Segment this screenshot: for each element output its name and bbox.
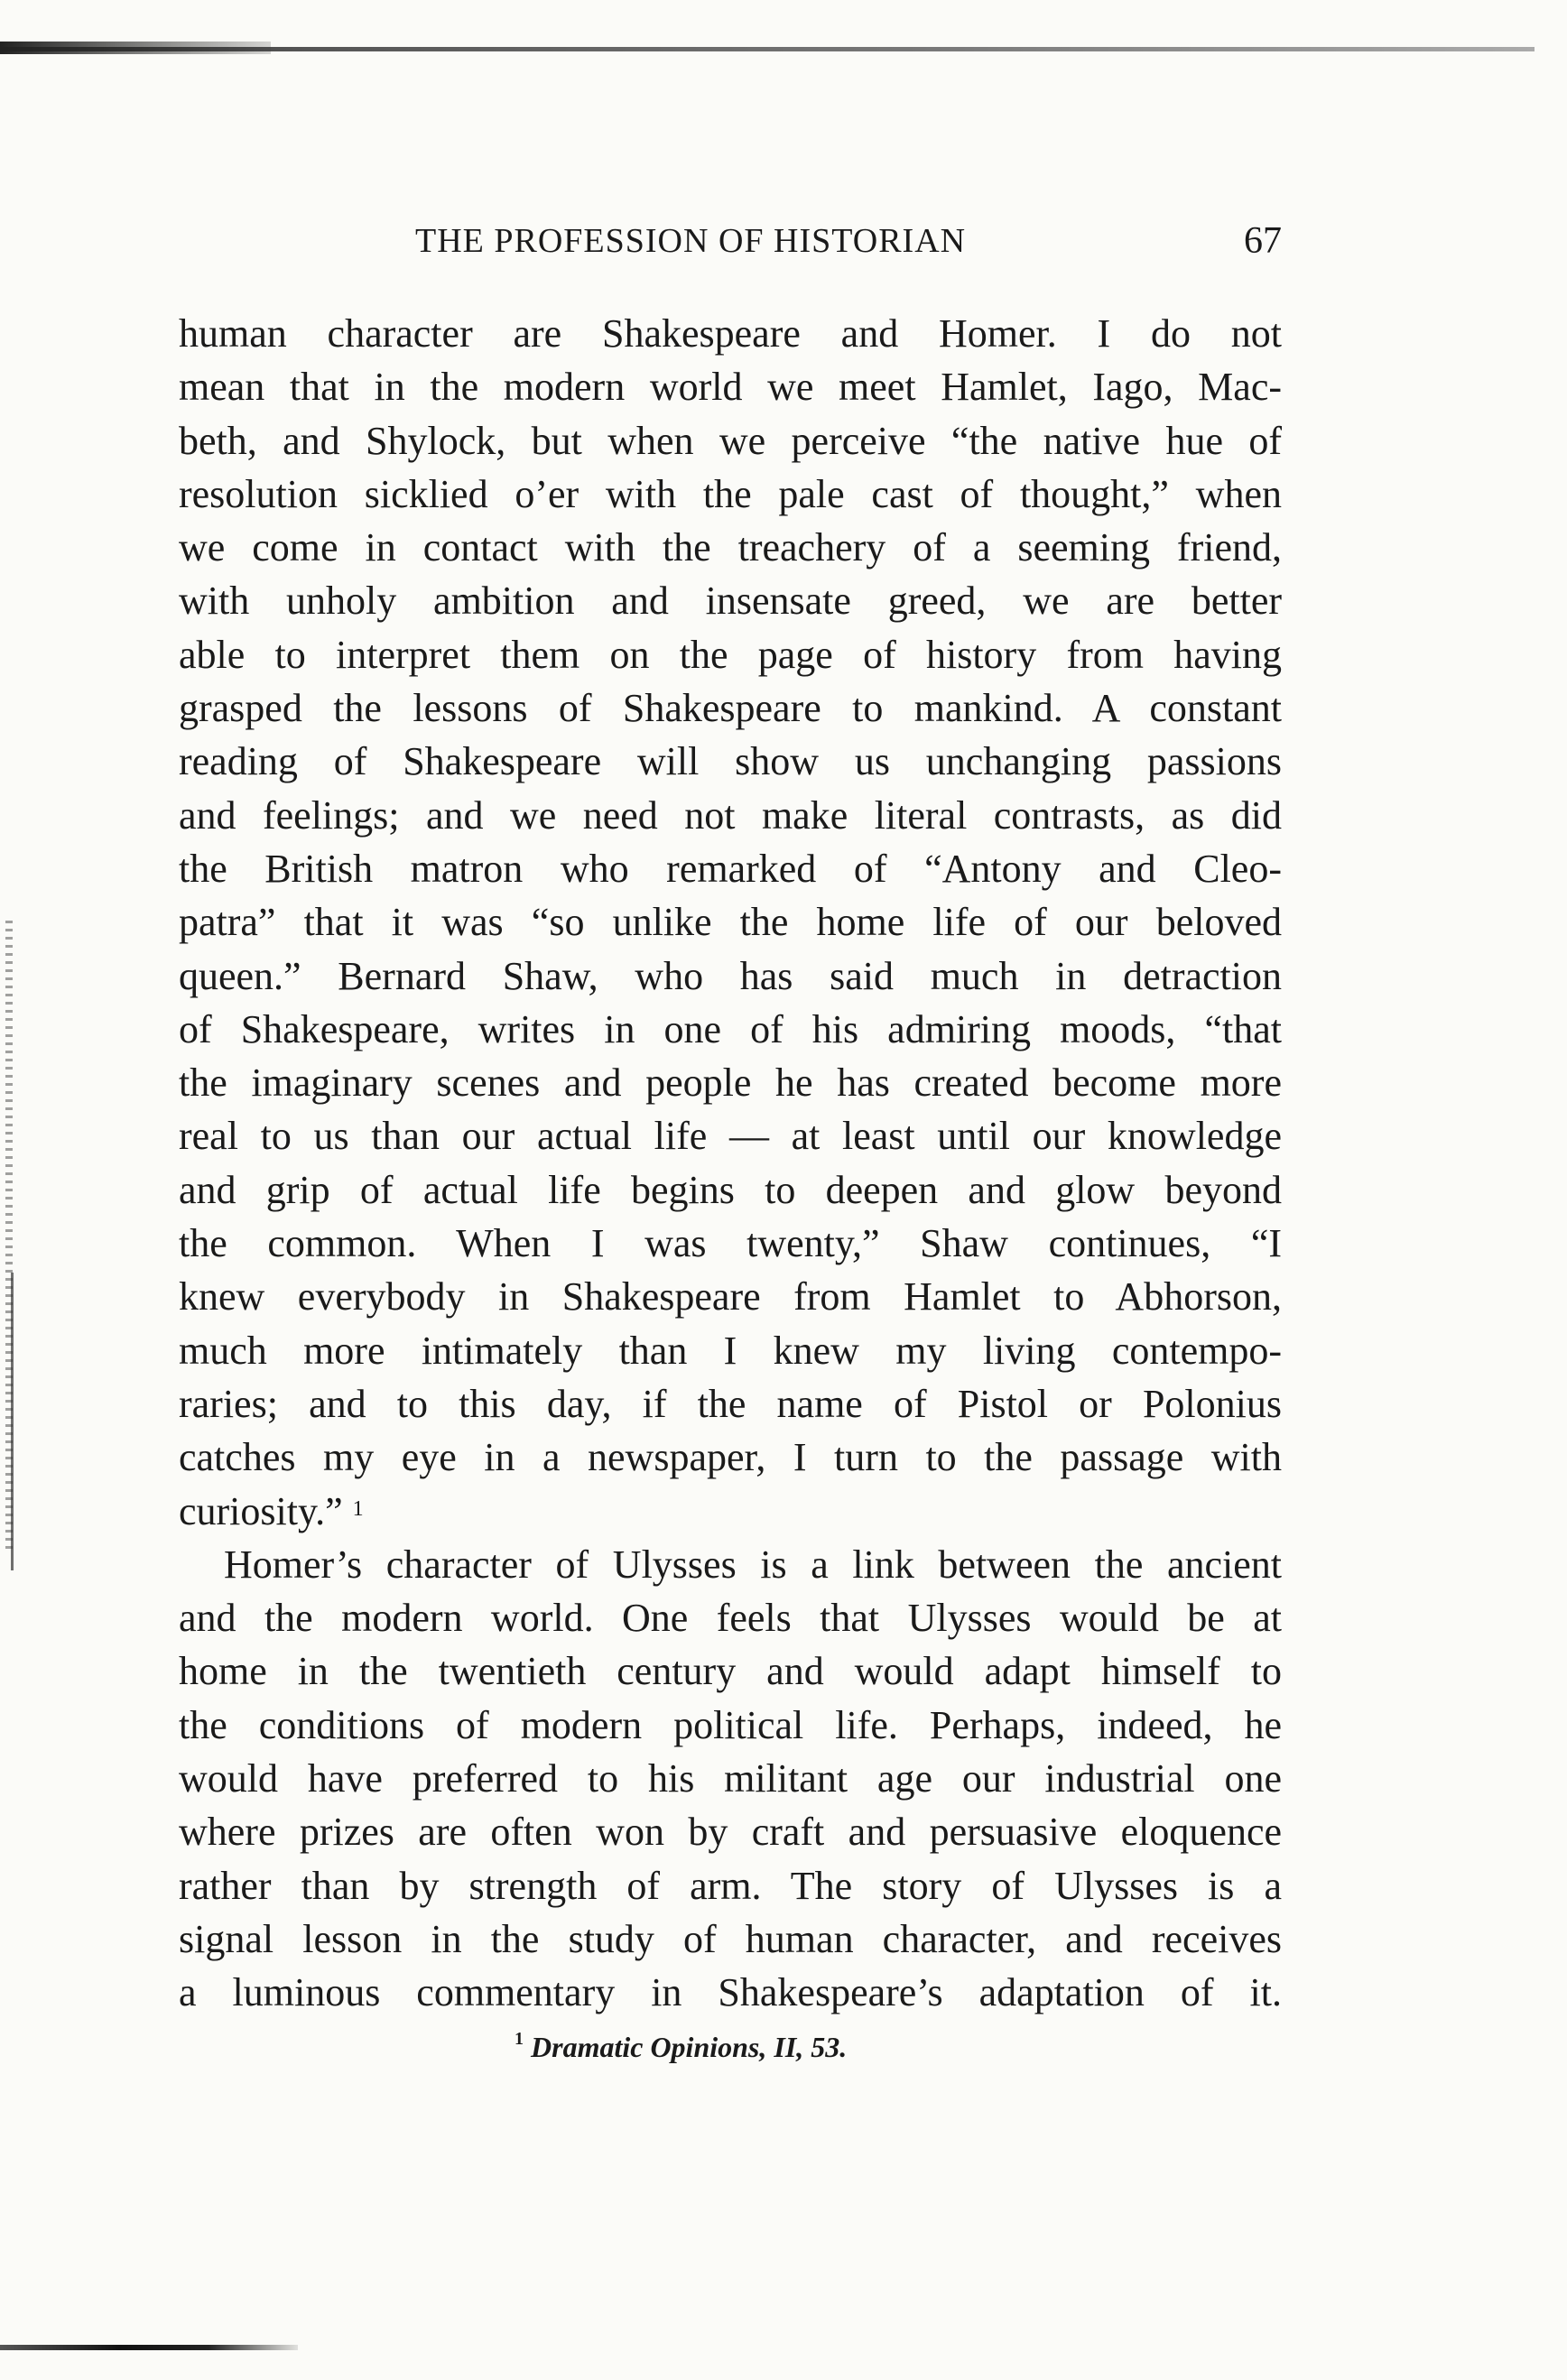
footnote-title: Dramatic Opinions,: [531, 2031, 767, 2063]
text-line: rather than by strength of arm. The story of Ulysses is a: [179, 1863, 1282, 1908]
text-line: resolution sicklied o’er with the pale cast of thought,” when: [179, 471, 1282, 516]
text-line: with unholy ambition and insensate greed, we are better: [179, 579, 1282, 624]
paragraph-end-line: [179, 1485, 1282, 1538]
text-line: real to us than our actual life — at least until our knowledge: [179, 1114, 1282, 1159]
running-head: [181, 221, 1282, 275]
text-line: raries; and to this day, if the name of Pistol or Polonius: [179, 1381, 1282, 1426]
text-line: able to interpret them on the page of history from having: [179, 632, 1282, 677]
text-line: home in the twentieth century and would adapt himself to: [179, 1649, 1282, 1694]
text-line: a luminous commentary in Shakespeare’s adaptation of it.: [179, 1970, 1282, 2015]
text-line: signal lesson in the study of human character, and receives: [179, 1916, 1282, 1961]
text-line: where prizes are often won by craft and persuasive eloquence: [179, 1810, 1282, 1855]
scan-top-rule: [0, 47, 1535, 51]
footnote-marker: 1: [515, 2029, 524, 2049]
text-line: reading of Shakespeare will show us unchanging passions: [179, 739, 1282, 784]
body-text: [179, 307, 1282, 2020]
text-line: and the modern world. One feels that Ulysses would be at: [179, 1596, 1282, 1641]
text-line: the imaginary scenes and people he has created become more: [179, 1060, 1282, 1106]
text-line: catches my eye in a newspaper, I turn to the passage with: [179, 1435, 1282, 1480]
text-line: the British matron who remarked of “Antony and Cleo-: [179, 846, 1282, 891]
text-line: the common. When I was twenty,” Shaw continues, “I: [179, 1221, 1282, 1266]
text-line: queen.” Bernard Shaw, who has said much in detraction: [179, 953, 1282, 998]
text-line: Homer’s character of Ulysses is a link between the ancient: [224, 1542, 1282, 1587]
page-number: 67: [1244, 220, 1282, 262]
text-line: we come in contact with the treachery of a seeming friend,: [179, 525, 1282, 570]
footnote-reference: II, 53.: [774, 2031, 848, 2063]
scan-bottom-mark: [0, 2345, 298, 2350]
text-line: curiosity.”: [179, 1488, 343, 1533]
scan-margin-line: [11, 1273, 14, 1570]
text-line: and feelings; and we need not make literal contrasts, as did: [179, 792, 1282, 838]
footnote: [515, 2031, 847, 2064]
text-line: much more intimately than I knew my living contempo-: [179, 1328, 1282, 1373]
text-line: and grip of actual life begins to deepen and glow beyond: [179, 1167, 1282, 1212]
text-line: grasped the lessons of Shakespeare to mankind. A constant: [179, 686, 1282, 731]
text-line: human character are Shakespeare and Homer. I do not: [179, 311, 1282, 356]
text-line: the conditions of modern political life. Perhaps, indeed, he: [179, 1702, 1282, 1747]
text-line: knew everybody in Shakespeare from Hamlet to Abhorson,: [179, 1274, 1282, 1320]
text-line: patra” that it was “so unlike the home life of our beloved: [179, 900, 1282, 945]
running-title: THE PROFESSION OF HISTORIAN: [415, 222, 967, 260]
text-line: mean that in the modern world we meet Hamlet, Iago, Mac-: [179, 365, 1282, 410]
text-line: would have preferred to his militant age our industrial one: [179, 1756, 1282, 1801]
text-line: of Shakespeare, writes in one of his admiring moods, “that: [179, 1006, 1282, 1051]
footnote-ref: 1: [352, 1496, 364, 1521]
text-line: beth, and Shylock, but when we perceive “the native hue of: [179, 418, 1282, 463]
